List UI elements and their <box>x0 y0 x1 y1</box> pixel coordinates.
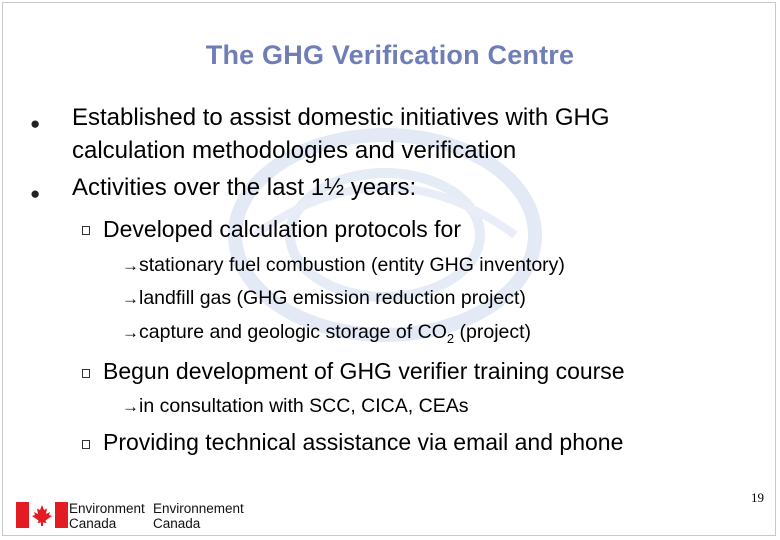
arrow-item <box>122 287 526 310</box>
arrow-item-text-end: (project) <box>454 321 532 343</box>
arrow-icon: → <box>122 323 139 342</box>
bullet-text-continued: calculation methodologies and verification <box>72 137 517 164</box>
footer-english-line1: Environment <box>69 501 145 516</box>
bullet-text: Established to assist domestic initiatives with GHG <box>72 104 610 131</box>
canada-flag-icon <box>16 502 68 528</box>
arrow-item-text: in consultation with SCC, CICA, CEAs <box>139 395 469 417</box>
arrow-icon: → <box>122 256 139 275</box>
footer-french-line2: Canada <box>153 516 201 531</box>
bullet-text: Activities over the last 1½ years: <box>72 174 417 201</box>
footer-french-line1: Environnement <box>153 501 244 516</box>
bullet-dot: ● <box>30 184 41 203</box>
arrow-item-text: stationary fuel combustion (entity GHG inventory) <box>139 254 565 276</box>
arrow-item-text: capture and geologic storage of CO <box>139 321 447 343</box>
square-bullet <box>82 440 90 449</box>
page-number: 19 <box>751 490 764 505</box>
arrow-item-text: landfill gas (GHG emission reduction project) <box>139 287 526 309</box>
arrow-item <box>122 321 531 346</box>
arrow-icon: → <box>122 289 139 308</box>
square-bullet <box>82 226 90 235</box>
slide-title: The GHG Verification Centre <box>205 40 575 70</box>
arrow-icon: → <box>122 397 139 416</box>
co2-subscript: 2 <box>446 330 455 346</box>
footer-english-line2: Canada <box>69 516 117 531</box>
sub-bullet-text: Begun development of GHG verifier training course <box>103 358 625 384</box>
sub-bullet-text: Providing technical assistance via email and phone <box>103 429 624 455</box>
environment-canada-logo <box>12 500 272 532</box>
arrow-item <box>122 395 468 418</box>
square-bullet <box>82 369 90 378</box>
arrow-item <box>122 254 565 277</box>
sub-bullet-text: Developed calculation protocols for <box>103 216 461 242</box>
bullet-dot: ● <box>30 114 41 133</box>
